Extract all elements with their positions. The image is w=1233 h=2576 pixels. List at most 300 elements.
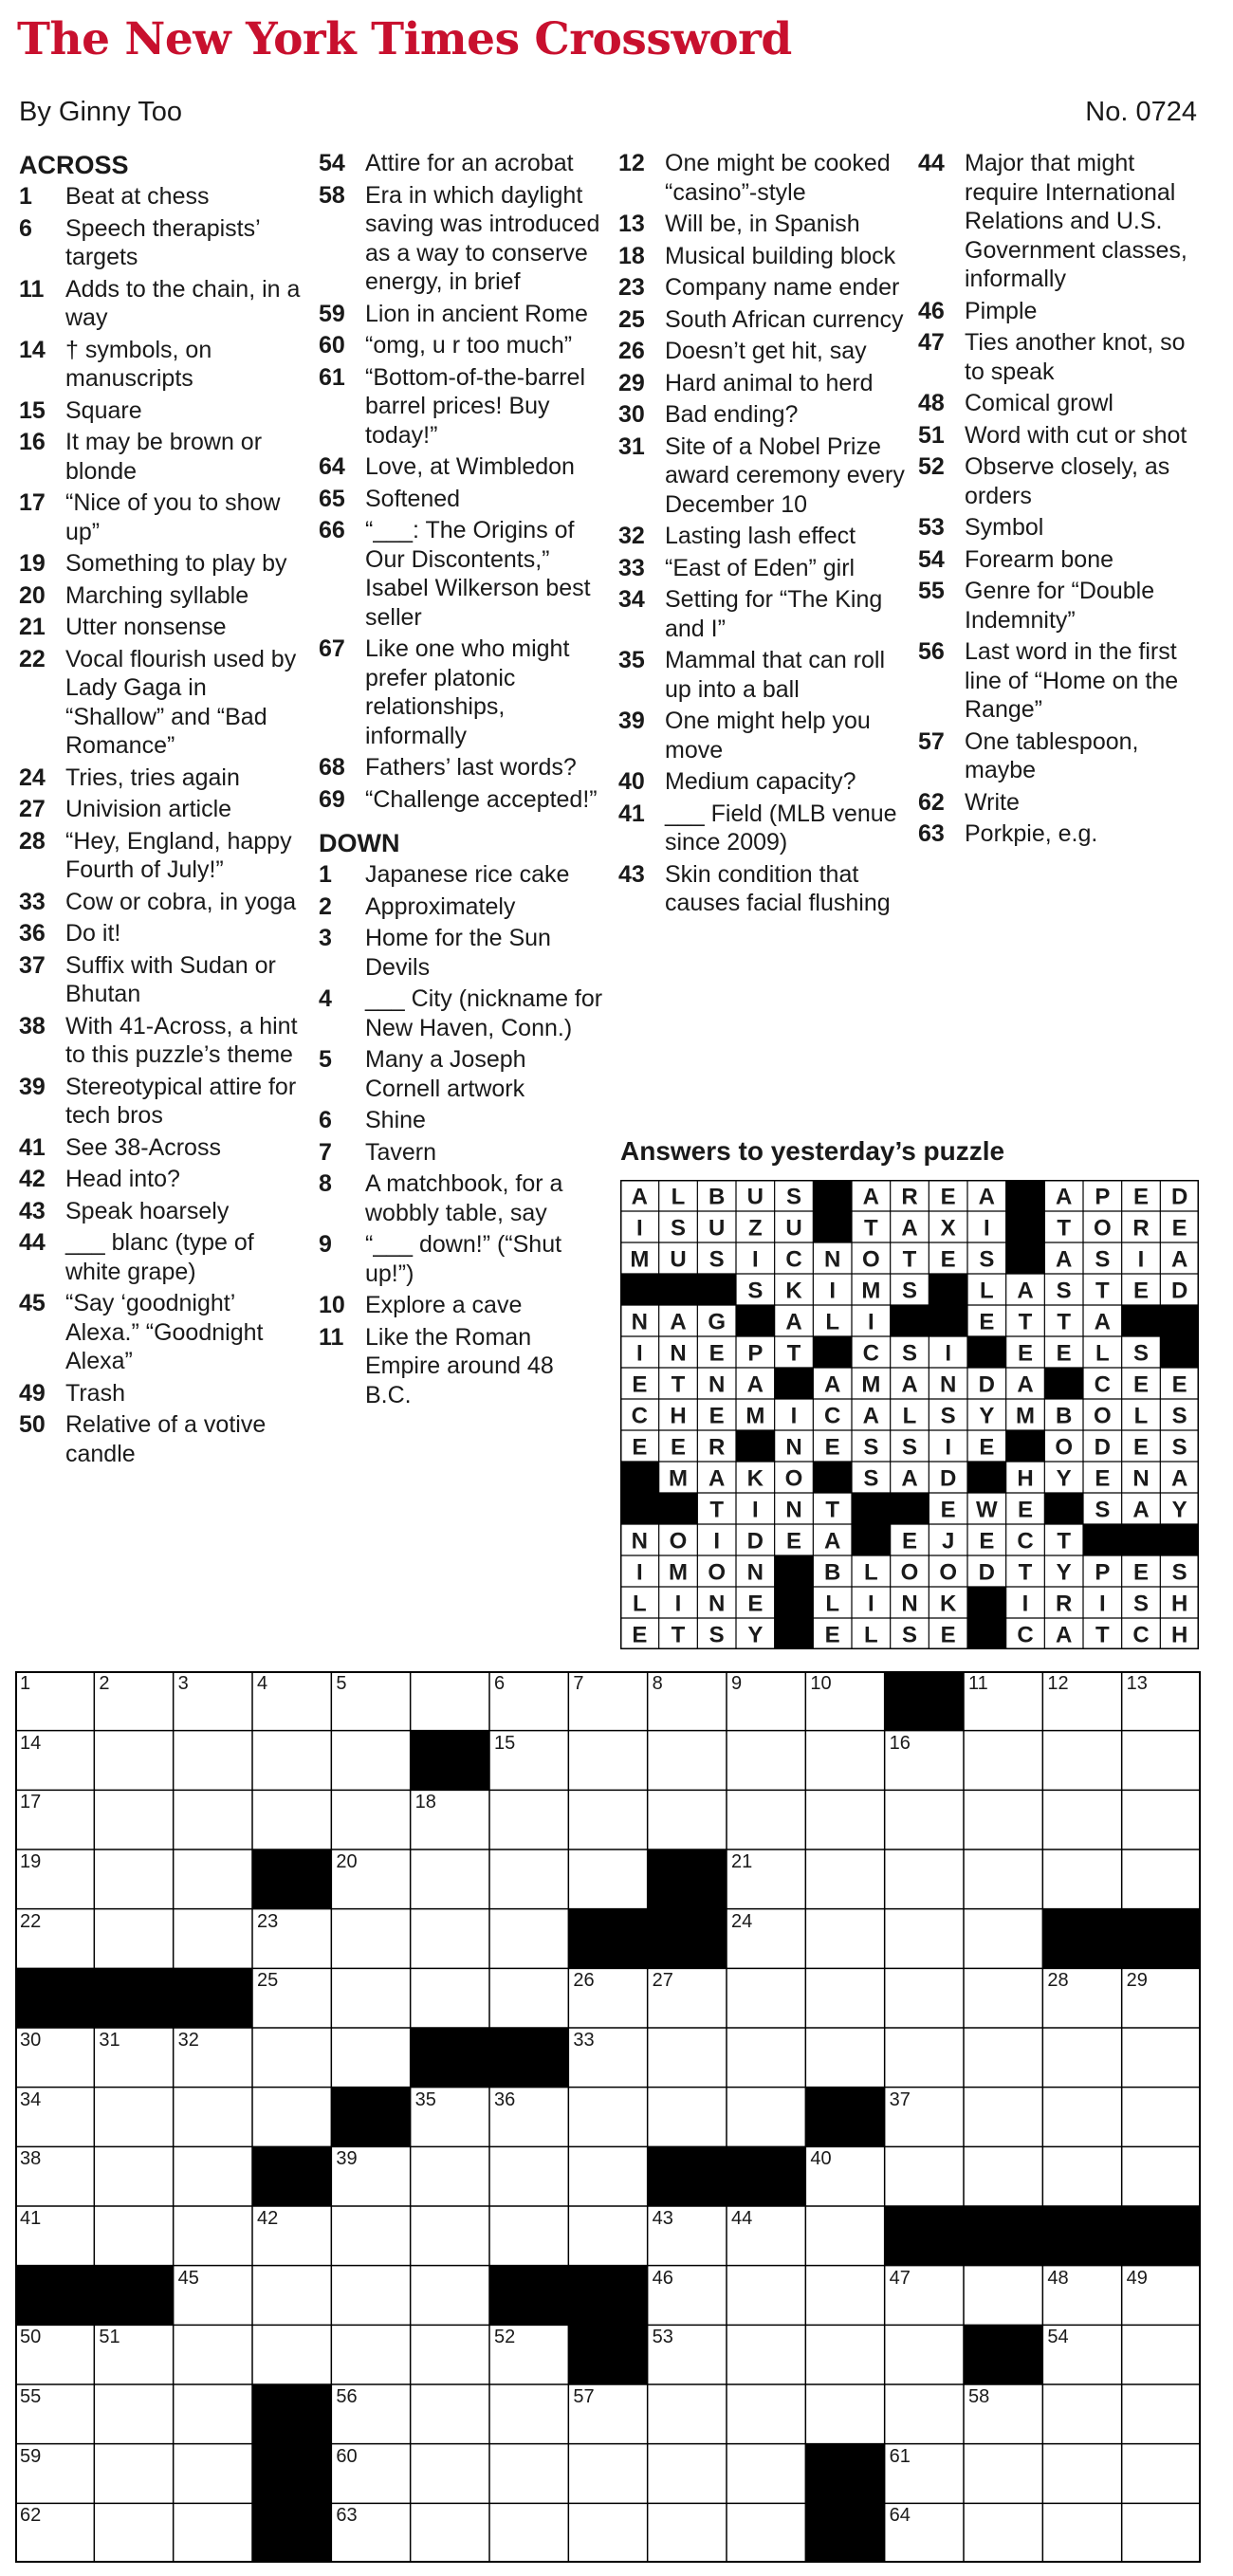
clue-number: 27 <box>19 796 46 822</box>
answer-letter: O <box>1093 1403 1112 1429</box>
clue-number: 57 <box>918 727 945 755</box>
down-clue-26[interactable] <box>618 337 909 366</box>
clue-number: 62 <box>918 788 945 816</box>
clue-number: 9 <box>319 1231 332 1258</box>
down-clue-2[interactable] <box>319 892 603 922</box>
clue-text: Beat at chess <box>65 183 210 210</box>
clue-text: Bad ending? <box>665 401 799 428</box>
clue-number: 13 <box>618 211 645 237</box>
answer-letter: A <box>1055 1246 1073 1273</box>
answer-letter: H <box>1017 1465 1034 1492</box>
down-clue-44[interactable] <box>918 149 1208 294</box>
answer-letter: E <box>632 1434 648 1461</box>
grid-cell-number: 2 <box>99 1673 110 1694</box>
clue-number: 32 <box>618 523 645 549</box>
down-clue-63[interactable] <box>918 819 1208 849</box>
answer-letter: I <box>635 1340 643 1367</box>
answer-letter: N <box>746 1559 764 1586</box>
grid-lines <box>15 1671 1201 2563</box>
grid-cell-number: 21 <box>731 1851 753 1872</box>
down-clue-39[interactable] <box>618 707 909 764</box>
clue-text: Cow or cobra, in yoga <box>65 888 297 915</box>
across-clue-22[interactable] <box>19 645 304 761</box>
clue-text: Doesn’t get hit, say <box>665 338 867 364</box>
grid-cell-number: 7 <box>573 1673 584 1694</box>
clue-text: Will be, in Spanish <box>665 211 860 237</box>
across-clue-42[interactable] <box>19 1165 304 1194</box>
clue-text: Ties another knot, so to speak <box>965 329 1186 385</box>
down-clue-48[interactable] <box>918 389 1208 418</box>
answer-letter: S <box>901 1434 918 1461</box>
clue-text: Marching syllable <box>65 581 249 609</box>
grid-cell-number: 18 <box>414 1792 436 1813</box>
clue-text: Love, at Wimbledon <box>365 453 575 480</box>
answer-letter: T <box>671 1371 686 1398</box>
clue-text: Utter nonsense <box>65 614 227 640</box>
grid-cell-number: 16 <box>889 1732 911 1754</box>
answers-title: Answers to yesterday’s puzzle <box>620 1136 1005 1166</box>
down-clue-18[interactable] <box>618 242 909 271</box>
down-clue-32[interactable] <box>618 522 909 551</box>
answer-letter: O <box>1093 1215 1112 1242</box>
answer-letter: A <box>1017 1278 1034 1304</box>
down-clue-53[interactable] <box>918 513 1208 543</box>
answer-letter: S <box>901 1622 918 1648</box>
across-clue-61[interactable] <box>319 363 603 451</box>
answer-letter: K <box>939 1591 957 1617</box>
down-clue-13[interactable] <box>618 210 909 239</box>
across-clue-24[interactable] <box>19 764 304 793</box>
answer-letter: E <box>1132 1371 1150 1398</box>
clue-number: 31 <box>618 432 645 460</box>
answer-letter: H <box>670 1403 687 1429</box>
down-clue-31[interactable] <box>618 432 909 520</box>
answer-block <box>967 1618 1006 1649</box>
answer-letter: Y <box>1171 1497 1187 1523</box>
answer-letter: C <box>1094 1371 1112 1398</box>
answer-letter: B <box>708 1184 726 1210</box>
grid-cell-number: 29 <box>1126 1970 1148 1992</box>
clue-column-3 <box>618 149 909 921</box>
clue-number: 16 <box>19 429 46 455</box>
answer-letter: D <box>1094 1434 1112 1461</box>
answer-block <box>736 1305 775 1336</box>
clue-text: Last word in the first line of “Home on the Range” <box>965 638 1179 723</box>
grid-cell-number: 48 <box>1047 2267 1069 2289</box>
down-clue-43[interactable] <box>618 860 909 918</box>
answer-block <box>967 1587 1006 1618</box>
grid-cell-number: 47 <box>889 2267 911 2289</box>
across-clue-11[interactable] <box>19 275 304 333</box>
answer-letter: U <box>746 1184 764 1210</box>
across-clue-54[interactable] <box>319 149 603 178</box>
clue-text: Symbol <box>965 514 1044 541</box>
clue-text: Japanese rice cake <box>365 861 570 888</box>
answer-letter: D <box>978 1559 996 1586</box>
grid-cell-number: 35 <box>414 2088 436 2110</box>
answer-letter: A <box>978 1184 996 1210</box>
answer-letter: A <box>862 1184 880 1210</box>
clue-text: Something to play by <box>65 550 287 577</box>
clue-text: Do it! <box>65 920 121 947</box>
answer-block <box>1006 1242 1045 1274</box>
down-heading: DOWN <box>319 829 400 857</box>
grid-cell-number: 45 <box>177 2267 199 2289</box>
grid-cell-number: 9 <box>731 1673 743 1694</box>
clue-number: 39 <box>618 708 645 734</box>
answer-letter: A <box>901 1215 918 1242</box>
answer-letter: P <box>1095 1184 1111 1210</box>
answer-letter: L <box>863 1622 878 1648</box>
grid-cell-number: 25 <box>257 1970 279 1992</box>
down-clue-30[interactable] <box>618 400 909 430</box>
answer-block <box>1160 1336 1199 1368</box>
across-clue-6[interactable] <box>19 214 304 272</box>
answer-letter: S <box>747 1278 764 1304</box>
clue-number: 51 <box>918 421 945 449</box>
down-clue-55[interactable] <box>918 577 1208 635</box>
across-clue-41[interactable] <box>19 1133 304 1163</box>
answer-letter: B <box>823 1559 841 1586</box>
across-clue-60[interactable] <box>319 331 603 360</box>
answer-letter: I <box>945 1340 952 1367</box>
across-clue-19[interactable] <box>19 549 304 579</box>
down-clue-4[interactable] <box>319 984 603 1042</box>
across-clue-14[interactable] <box>19 336 304 394</box>
across-clue-33[interactable] <box>19 888 304 917</box>
grid-cell-number: 60 <box>336 2445 358 2467</box>
grid-cell-number: 64 <box>889 2505 911 2527</box>
answer-letter: E <box>709 1403 725 1429</box>
down-clue-62[interactable] <box>918 788 1208 818</box>
down-clue-54[interactable] <box>918 545 1208 575</box>
across-clue-44[interactable] <box>19 1228 304 1286</box>
clue-text: Many a Joseph Cornell artwork <box>365 1046 526 1102</box>
down-clue-41[interactable] <box>618 800 909 857</box>
answer-letter: E <box>940 1497 956 1523</box>
grid-cell-number: 14 <box>20 1732 42 1754</box>
down-clue-7[interactable] <box>319 1138 603 1168</box>
answer-letter: A <box>1055 1622 1073 1648</box>
clue-number: 59 <box>319 300 345 327</box>
down-clue-11[interactable] <box>319 1323 603 1410</box>
clue-text: “___ down!” (“Shut up!”) <box>365 1231 562 1287</box>
answer-letter: O <box>861 1246 880 1273</box>
answer-letter: C <box>1017 1622 1034 1648</box>
answers-grid <box>620 1180 1199 1649</box>
clue-number: 58 <box>319 181 345 209</box>
answer-letter: E <box>709 1340 725 1367</box>
grid-cell-number: 1 <box>20 1673 31 1694</box>
clue-text: ___ Field (MLB venue since 2009) <box>665 800 897 856</box>
answer-block <box>659 1493 698 1524</box>
clue-text: Lion in ancient Rome <box>365 300 588 327</box>
clue-text: Tavern <box>365 1138 437 1166</box>
answer-letter: T <box>1057 1215 1072 1242</box>
answer-letter: S <box>670 1215 687 1242</box>
answer-block <box>891 1305 929 1336</box>
answer-letter: S <box>1171 1403 1187 1429</box>
clue-text: One might be cooked “casino”-style <box>665 150 891 206</box>
grid-cell-number: 24 <box>731 1910 753 1932</box>
clue-number: 1 <box>319 861 332 888</box>
grid-cell-number: 22 <box>20 1910 42 1932</box>
clue-text: See 38-Across <box>65 1133 221 1161</box>
grid-cell-number: 6 <box>494 1673 506 1694</box>
answer-letter: I <box>713 1528 721 1555</box>
answer-letter: L <box>979 1278 994 1304</box>
clue-text: Like one who might prefer platonic relationships, informally <box>365 635 570 749</box>
down-clue-3[interactable] <box>319 924 603 982</box>
clue-text: Fathers’ last words? <box>365 754 577 781</box>
clue-number: 41 <box>19 1133 46 1161</box>
clue-number: 39 <box>19 1073 46 1100</box>
clue-text: Comical growl <box>965 390 1113 416</box>
answer-block <box>813 1180 852 1211</box>
answer-block <box>775 1587 814 1618</box>
down-clue-34[interactable] <box>618 585 909 643</box>
answer-letter: E <box>632 1622 648 1648</box>
answer-letter: P <box>1095 1559 1111 1586</box>
down-clue-1[interactable] <box>319 860 603 890</box>
across-clue-27[interactable] <box>19 795 304 824</box>
answer-letter: L <box>863 1559 878 1586</box>
clue-number: 53 <box>918 514 945 541</box>
answer-letter: N <box>631 1309 649 1335</box>
answer-letter: J <box>941 1528 955 1555</box>
answer-letter: O <box>1055 1434 1074 1461</box>
answer-letter: E <box>632 1371 648 1398</box>
answer-letter: Y <box>1056 1559 1072 1586</box>
answer-letter: S <box>1095 1497 1111 1523</box>
grid-cell-number: 15 <box>494 1732 516 1754</box>
grid-cell-number: 63 <box>336 2505 358 2527</box>
clue-number: 7 <box>319 1138 332 1166</box>
answer-letter: T <box>709 1497 725 1523</box>
clue-text: Lasting lash effect <box>665 523 856 549</box>
down-clue-51[interactable] <box>918 421 1208 451</box>
down-clue-29[interactable] <box>618 369 909 398</box>
answer-block <box>813 1462 852 1493</box>
down-clue-46[interactable] <box>918 297 1208 326</box>
clue-number: 46 <box>918 297 945 324</box>
clue-number: 28 <box>19 827 46 855</box>
down-clue-6[interactable] <box>319 1106 603 1135</box>
across-clue-69[interactable] <box>319 785 603 815</box>
answer-block <box>852 1493 891 1524</box>
answer-letter: C <box>1132 1622 1150 1648</box>
grid-cell-number: 20 <box>336 1851 358 1872</box>
grid-cell-number: 12 <box>1047 1673 1069 1694</box>
clue-text: Porkpie, e.g. <box>965 820 1098 847</box>
answer-block <box>620 1462 659 1493</box>
down-clue-35[interactable] <box>618 646 909 704</box>
across-clue-37[interactable] <box>19 951 304 1009</box>
answer-letter: H <box>1170 1622 1188 1648</box>
clue-number: 55 <box>918 578 945 604</box>
down-clue-56[interactable] <box>918 637 1208 725</box>
answer-letter: C <box>1017 1528 1034 1555</box>
clue-column-4 <box>918 149 1208 852</box>
across-clue-65[interactable] <box>319 485 603 514</box>
answer-letter: S <box>979 1246 995 1273</box>
clue-number: 54 <box>918 545 945 573</box>
answer-letter: S <box>1132 1340 1150 1367</box>
answer-block <box>775 1368 814 1399</box>
grid-cell-number: 3 <box>177 1673 189 1694</box>
answer-letter: C <box>631 1403 649 1429</box>
clue-text: Musical building block <box>665 242 896 269</box>
answer-letter: O <box>669 1528 688 1555</box>
clue-number: 69 <box>319 785 345 813</box>
across-clue-59[interactable] <box>319 300 603 329</box>
answer-block <box>1160 1524 1199 1555</box>
answer-letter: A <box>901 1465 918 1492</box>
clue-text: Head into? <box>65 1166 180 1192</box>
answer-letter: L <box>825 1591 840 1617</box>
answer-letter: I <box>829 1278 837 1304</box>
clue-number: 43 <box>618 860 645 888</box>
clue-text: Univision article <box>65 796 232 822</box>
down-clue-9[interactable] <box>319 1230 603 1288</box>
clue-number: 36 <box>19 920 46 947</box>
across-clue-20[interactable] <box>19 581 304 611</box>
down-clue-40[interactable] <box>618 767 909 797</box>
grid-cell-number: 31 <box>99 2030 120 2051</box>
clue-number: 64 <box>319 453 345 480</box>
answer-letter: I <box>751 1497 759 1523</box>
across-clue-49[interactable] <box>19 1379 304 1408</box>
down-clue-57[interactable] <box>918 727 1208 785</box>
answer-letter: N <box>670 1340 687 1367</box>
clue-number: 67 <box>319 635 345 662</box>
answer-letter: U <box>670 1246 687 1273</box>
clue-number: 18 <box>618 242 645 269</box>
down-clue-25[interactable] <box>618 305 909 335</box>
answer-letter: M <box>861 1278 881 1304</box>
answer-letter: O <box>784 1465 803 1492</box>
answer-letter: T <box>1057 1528 1072 1555</box>
across-clue-64[interactable] <box>319 452 603 482</box>
answer-letter: L <box>1133 1403 1149 1429</box>
answer-letter: A <box>823 1371 841 1398</box>
answer-letter: U <box>708 1215 726 1242</box>
across-clue-66[interactable] <box>319 516 603 632</box>
across-clue-38[interactable] <box>19 1012 304 1070</box>
across-clue-1[interactable] <box>19 182 304 212</box>
across-clue-58[interactable] <box>319 181 603 297</box>
across-clue-36[interactable] <box>19 919 304 948</box>
answer-letter: M <box>1016 1403 1035 1429</box>
down-clue-23[interactable] <box>618 273 909 303</box>
answer-letter: Y <box>747 1622 764 1648</box>
grid-cell-number: 61 <box>889 2445 911 2467</box>
clue-column-2 <box>319 149 603 1412</box>
answer-letter: M <box>745 1403 765 1429</box>
answer-letter: A <box>862 1403 880 1429</box>
down-clue-8[interactable] <box>319 1169 603 1227</box>
across-clue-43[interactable] <box>19 1197 304 1226</box>
clue-text: Hard animal to herd <box>665 369 874 396</box>
across-clue-45[interactable] <box>19 1289 304 1376</box>
across-clue-15[interactable] <box>19 396 304 426</box>
answer-letter: E <box>940 1622 956 1648</box>
answer-letter: E <box>1171 1215 1187 1242</box>
answer-letter: G <box>708 1309 727 1335</box>
answer-letter: E <box>1132 1559 1150 1586</box>
answer-block <box>929 1305 967 1336</box>
clue-text: Suffix with Sudan or Bhutan <box>65 951 276 1007</box>
answer-letter: X <box>940 1215 956 1242</box>
answer-letter: E <box>1017 1340 1034 1367</box>
down-clue-12[interactable] <box>618 149 909 207</box>
down-clue-5[interactable] <box>319 1045 603 1103</box>
byline: By Ginny Too <box>19 97 182 127</box>
answer-block <box>1006 1430 1045 1462</box>
clue-number: 56 <box>918 638 945 665</box>
answer-letter: M <box>669 1465 688 1492</box>
grid-cell-number: 33 <box>573 2030 595 2051</box>
down-clue-52[interactable] <box>918 452 1208 510</box>
answer-letter: E <box>1095 1465 1111 1492</box>
across-clue-50[interactable] <box>19 1410 304 1468</box>
down-clue-10[interactable] <box>319 1291 603 1320</box>
across-clue-28[interactable] <box>19 827 304 885</box>
down-clue-47[interactable] <box>918 328 1208 386</box>
answer-letter: O <box>939 1559 958 1586</box>
answer-letter: C <box>785 1246 802 1273</box>
across-clue-17[interactable] <box>19 488 304 546</box>
clue-number: 25 <box>618 305 645 333</box>
clue-number: 11 <box>319 1323 344 1351</box>
clue-number: 24 <box>19 764 46 791</box>
down-clue-33[interactable] <box>618 554 909 583</box>
clue-text: Adds to the chain, in a way <box>65 275 301 331</box>
clue-number: 63 <box>918 820 945 847</box>
answer-letter: T <box>1095 1278 1110 1304</box>
clue-number: 40 <box>618 768 645 795</box>
grid-cell-number: 52 <box>494 2327 516 2348</box>
clue-text: Skin condition that causes facial flushing <box>665 860 891 916</box>
clue-number: 48 <box>918 390 945 416</box>
grid-cell-number: 19 <box>20 1851 42 1872</box>
across-clue-21[interactable] <box>19 613 304 642</box>
grid-cell-number: 26 <box>573 1970 595 1992</box>
answer-letter: E <box>979 1434 995 1461</box>
across-clue-16[interactable] <box>19 428 304 486</box>
answer-letter: L <box>825 1309 840 1335</box>
clue-text: ___ City (nickname for New Haven, Conn.) <box>365 985 603 1041</box>
across-clue-67[interactable] <box>319 635 603 750</box>
answer-letter: C <box>823 1403 841 1429</box>
clue-text: Square <box>65 396 142 424</box>
clue-text: “Challenge accepted!” <box>365 785 598 813</box>
answer-block <box>1160 1305 1199 1336</box>
clue-number: 22 <box>19 645 46 672</box>
grid-cell-number: 10 <box>810 1673 832 1694</box>
answer-letter: A <box>631 1184 649 1210</box>
clue-text: Write <box>965 788 1020 816</box>
answer-letter: L <box>671 1184 686 1210</box>
answer-letter: E <box>1017 1497 1034 1523</box>
across-clue-39[interactable] <box>19 1073 304 1131</box>
answer-letter: E <box>1132 1278 1150 1304</box>
clue-number: 30 <box>618 401 645 428</box>
across-clue-68[interactable] <box>319 753 603 782</box>
grid-cell-number: 50 <box>20 2327 42 2348</box>
answer-letter: S <box>1171 1434 1187 1461</box>
answer-letter: E <box>1132 1184 1150 1210</box>
